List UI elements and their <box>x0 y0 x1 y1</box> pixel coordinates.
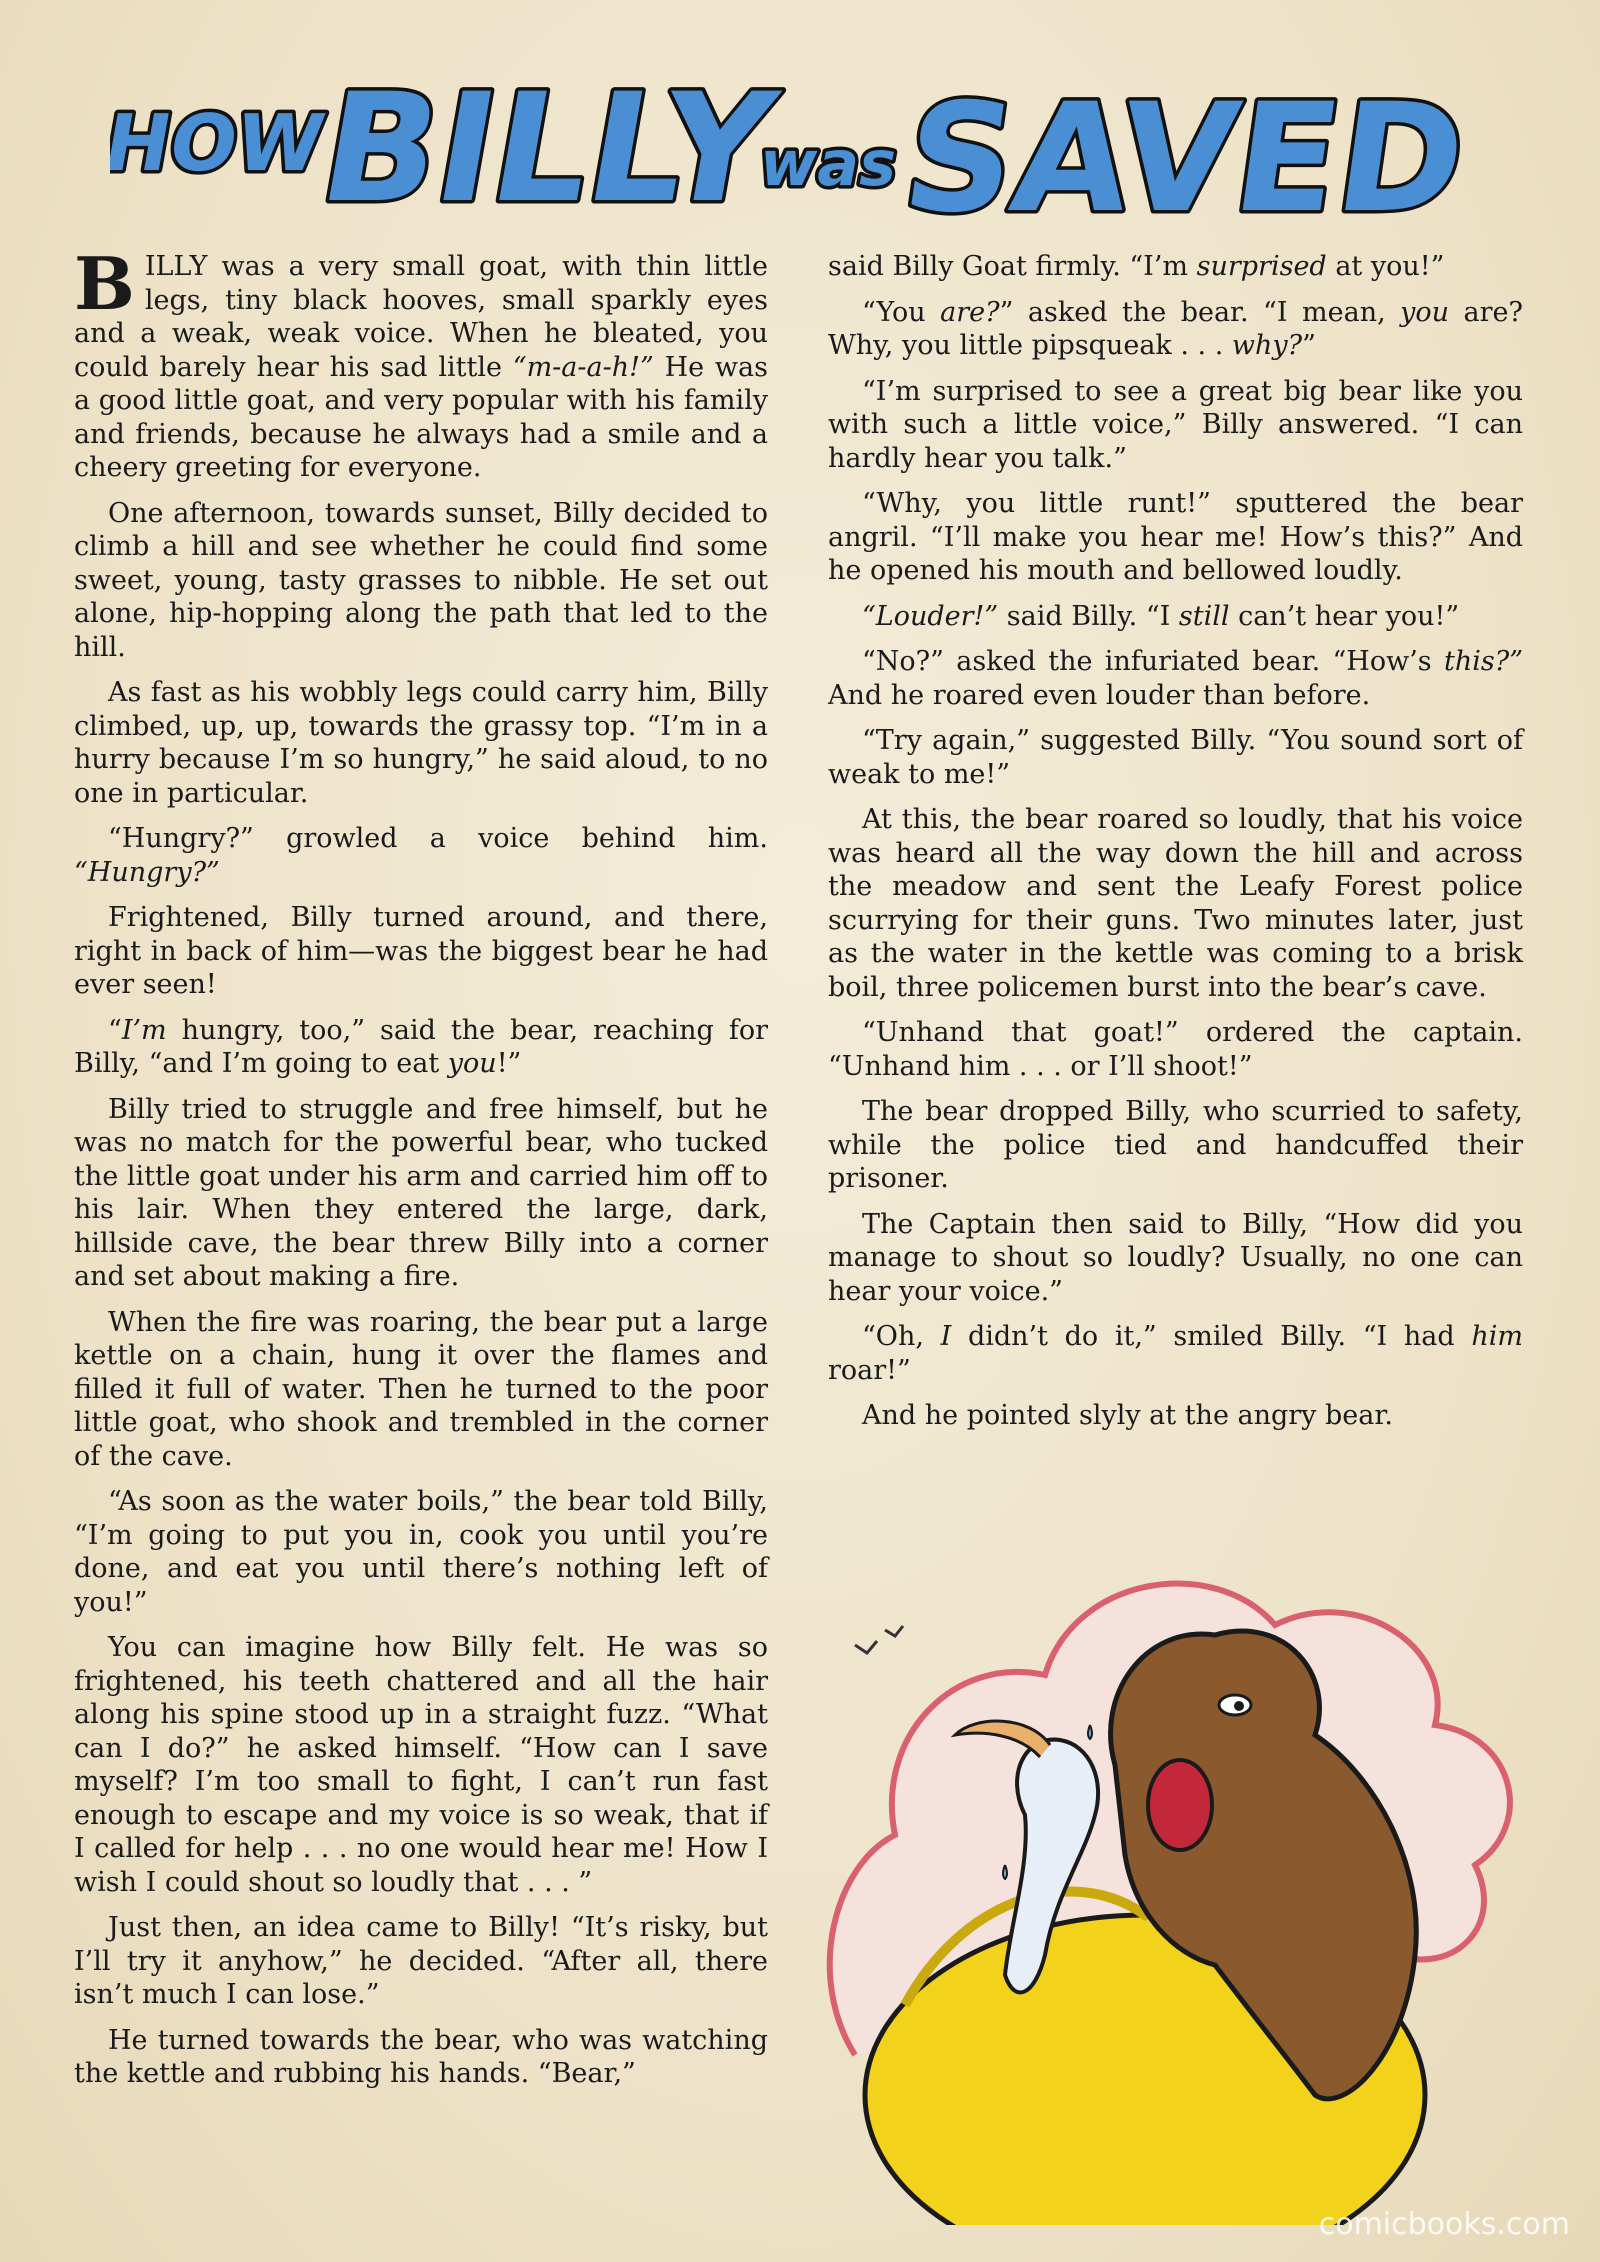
title-how: HOW <box>110 97 331 189</box>
story-text: “I’m surprised to see a great big bear like you with such a little voice,” Billy answered. “I can hardly hear you talk.” <box>828 375 1523 474</box>
story-column-left <box>74 241 768 2103</box>
story-text: Just then, an idea came to Billy! “It’s risky, but I’ll try it anyhow,” he decided. “After all, there isn’t much I can lose.” <box>74 1912 768 2010</box>
story-text: The Captain then said to Billy, “How did you manage to shout so loudly? Usually, no one can hear your voice.” <box>828 1208 1523 1307</box>
story-text: “Try again,” suggested Billy. “You sound sort of weak to me!” <box>828 725 1523 790</box>
story-text: One afternoon, towards sunset, Billy decided to climb a hill and see whether he could find some sweet, young, tasty grasses to nibble. He set out alone, hip-hopping along the path that led to the hill. <box>74 497 768 663</box>
bird-icon <box>855 1626 903 1653</box>
story-text: You can imagine how Billy felt. He was so frightened, his teeth chattered and all the hair along his spine stood up in a straight fuzz. “What can I do?” he asked himself. “How can I save myself? I’m too small to fight, I can’t run fast enough to escape and my voice is so weak, that if I called for help . . . no one would hear me! How I wish I could shout so loudly that . . . ” <box>74 1632 768 1898</box>
title-billy: BILLY <box>309 61 787 236</box>
story-paragraph <box>828 1320 1523 1387</box>
story-text: The bear dropped Billy, who scurried to safety, while the police tied and handcuffed their prisoner. <box>828 1096 1523 1194</box>
story-paragraph <box>828 645 1523 712</box>
story-paragraph <box>828 600 1523 634</box>
story-text: at you!” <box>1326 251 1445 282</box>
story-paragraph <box>828 1016 1523 1083</box>
story-text: said Billy Goat firmly. “I’m <box>828 251 1197 282</box>
story-paragraph <box>828 375 1523 476</box>
story-text: When the fire was roaring, the bear put a large kettle on a chain, hung it over the flames and filled it full of water. Then he turned to the poor little goat, who shook and trembled in the corner of the cave. <box>74 1306 768 1472</box>
story-paragraph <box>74 497 768 665</box>
story-paragraph <box>74 822 768 889</box>
story-text: didn’t do it,” smiled Billy. “I had <box>951 1321 1472 1352</box>
story-paragraph <box>828 803 1523 1004</box>
story-paragraph <box>74 2024 768 2091</box>
story-emphasis: I <box>940 1321 952 1352</box>
story-text: “Why, you little runt!” sputtered the bear angril. “I’ll make you hear me! How’s this?” And he opened his mouth and bellowed loudly. <box>828 488 1523 586</box>
story-paragraph <box>828 487 1523 588</box>
story-column-right <box>828 250 1523 1445</box>
story-text: “Oh, <box>862 1321 941 1352</box>
story-paragraph <box>74 1093 768 1294</box>
story-paragraph <box>74 901 768 1002</box>
story-emphasis: this?” <box>1443 646 1523 677</box>
story-emphasis: I’m <box>121 1014 167 1046</box>
story-text: At this, the bear roared so loudly, that his voice was heard all the way down the hill and across the meadow and sent the Leafy Forest police scurrying for their guns. Two minutes later, just as the water in the kettle was coming to a brisk boil, three policemen burst into the bear’s cave. <box>828 804 1523 1003</box>
watermark: comicbooks.com <box>1318 2207 1570 2242</box>
story-paragraph <box>74 1485 768 1619</box>
story-paragraph <box>74 1911 768 2012</box>
story-title <box>110 60 1490 250</box>
story-text: Frightened, Billy turned around, and there, right in back of him—was the biggest bear he had ever seen! <box>74 902 768 1000</box>
story-text: “As soon as the water boils,” the bear told Billy, “I’m going to put you in, cook you until you’re done, and eat you until there’s nothing left of you!” <box>74 1486 768 1618</box>
story-text: He turned towards the bear, who was watching the kettle and rubbing his hands. “Bear,” <box>74 2024 768 2089</box>
bear-mouth <box>1148 1760 1212 1850</box>
story-paragraph <box>828 296 1523 363</box>
story-emphasis: “Hungry?” <box>74 856 220 888</box>
story-paragraph <box>74 676 768 810</box>
story-emphasis: why? <box>1231 330 1303 361</box>
title-lettering <box>110 60 1490 250</box>
story-text: said Billy. “I <box>998 600 1179 632</box>
story-text: He was a good little goat, and very popular with his family and friends, because he always had a smile and a cheery greeting for everyone. <box>74 351 768 483</box>
story-paragraph <box>828 1095 1523 1196</box>
bear-and-goat-illustration <box>815 1535 1535 2225</box>
story-text: ILLY was a very small goat, with thin little legs, tiny black hooves, small sparkly eyes and a weak, weak voice. When he bleated, you could barely hear his sad little <box>74 251 768 383</box>
story-text: “You <box>862 296 941 328</box>
title-saved: SAVED <box>893 70 1476 246</box>
story-text: “ <box>108 1014 122 1046</box>
story-text: And he roared even louder than before. <box>828 679 1371 711</box>
story-emphasis: are? <box>940 296 1000 328</box>
story-emphasis: you <box>1400 296 1450 328</box>
drop-cap: B <box>74 241 135 326</box>
story-paragraph <box>74 1631 768 1899</box>
story-paragraph <box>828 1399 1523 1433</box>
story-paragraph <box>828 1208 1523 1309</box>
story-paragraph <box>74 241 768 485</box>
story-emphasis: him <box>1471 1321 1523 1352</box>
story-paragraph <box>828 724 1523 791</box>
story-text: roar!” <box>828 1354 911 1386</box>
story-emphasis: you <box>447 1048 497 1079</box>
story-text: ” asked the bear. “I mean, <box>999 296 1401 328</box>
title-was: was <box>760 127 897 200</box>
story-text: !” <box>496 1048 522 1079</box>
story-text: are? Why, you little pipsqueak . . . <box>828 296 1524 361</box>
story-emphasis: surprised <box>1196 251 1327 282</box>
story-emphasis: still <box>1178 600 1230 632</box>
story-text: “Unhand that goat!” ordered the captain. “Unhand him . . . or I’ll shoot!” <box>828 1017 1523 1082</box>
story-emphasis: “Louder!” <box>862 600 999 632</box>
story-text: “Hungry?” growled a voice behind him. <box>108 823 768 854</box>
story-paragraph <box>74 1306 768 1474</box>
story-text: As fast as his wobbly legs could carry him, Billy climbed, up, up, towards the grassy top. “I’m in a hurry because I’m so hungry,” he said aloud, to no one in particular. <box>74 677 768 809</box>
story-text: ” <box>1302 330 1316 361</box>
story-text: “No?” asked the infuriated bear. “How’s <box>862 646 1444 677</box>
story-text: hungry, too,” said the bear, reaching for Billy, “and I’m going to eat <box>74 1014 768 1079</box>
story-paragraph <box>828 250 1523 284</box>
story-text: Billy tried to struggle and free himself, but he was no match for the powerful bear, who tucked the little goat under his arm and carried him off to his lair. When they entered the large, dark, hillside cave, the bear threw Billy into a corner and set about making a fire. <box>74 1093 768 1292</box>
story-paragraph <box>74 1014 768 1081</box>
story-emphasis: “m-a-a-h!” <box>512 351 654 383</box>
story-text: And he pointed slyly at the angry bear. <box>862 1400 1393 1431</box>
story-text: can’t hear you!” <box>1229 600 1460 632</box>
